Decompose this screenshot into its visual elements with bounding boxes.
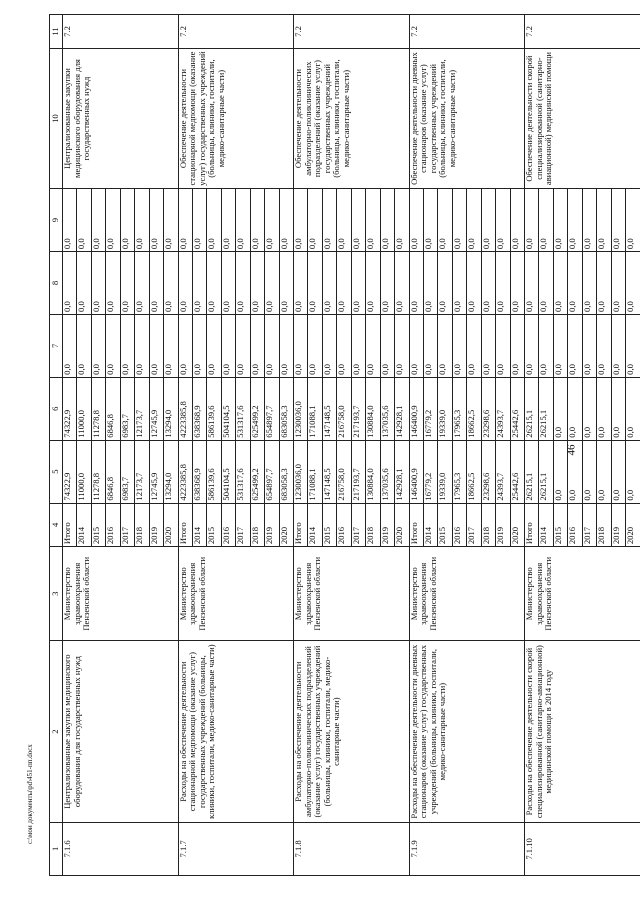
amount-cell: 0,0: [452, 252, 466, 315]
amount-cell: 0,0: [221, 189, 235, 252]
file-path-footer: c:\мои документы\pd\451-пп.docx: [26, 744, 34, 844]
amount-cell: 24393,7: [496, 440, 510, 503]
amount-cell: 0,0: [207, 189, 221, 252]
year-cell: 2015: [207, 503, 221, 547]
year-cell: Итого: [525, 503, 539, 547]
year-cell: 2020: [279, 503, 293, 547]
year-cell: 2017: [582, 503, 596, 547]
amount-cell: 0,0: [308, 314, 322, 377]
amount-cell: 11000,0: [77, 440, 91, 503]
year-cell: 2019: [611, 503, 625, 547]
amount-cell: 0,0: [380, 189, 394, 252]
amount-cell: 0,0: [279, 189, 293, 252]
year-cell: 2019: [265, 503, 279, 547]
amount-cell: 0,0: [149, 314, 163, 377]
amount-cell: 0,0: [423, 252, 437, 315]
amount-cell: 625499,2: [250, 440, 264, 503]
amount-cell: 0,0: [568, 252, 582, 315]
amount-cell: 0,0: [351, 252, 365, 315]
year-cell: 2018: [597, 503, 611, 547]
amount-cell: 683058,3: [279, 377, 293, 440]
activity-name: Расходы на обеспечение деятельности стационарной медпомощи (оказание услуг) государственных учреждений (больницы, клиники, госпитали, медико-санитарные части): [178, 641, 294, 822]
amount-cell: 0,0: [481, 252, 495, 315]
amount-cell: 0,0: [236, 189, 250, 252]
activity-name: Централизованные закупки медицинского оборудования для государственных нужд: [63, 641, 179, 822]
amount-cell: 6846,8: [106, 377, 120, 440]
page-number: 46: [565, 444, 578, 456]
amount-cell: 0,0: [553, 189, 567, 252]
activity-code: 7.1.7: [178, 822, 294, 875]
activity-code: 7.1.8: [294, 822, 410, 875]
amount-cell: 0,0: [496, 314, 510, 377]
amount-cell: 0,0: [366, 189, 380, 252]
year-cell: 2017: [236, 503, 250, 547]
amount-cell: 0,0: [380, 252, 394, 315]
amount-cell: 12745,9: [149, 440, 163, 503]
amount-cell: 18662,5: [467, 440, 481, 503]
amount-cell: 0,0: [626, 377, 640, 440]
activity-code: 7.1.6: [63, 822, 179, 875]
year-cell: 2020: [626, 503, 640, 547]
program-activities-table: [49, 14, 640, 876]
amount-cell: 0,0: [178, 314, 192, 377]
amount-cell: 0,0: [91, 189, 105, 252]
amount-cell: 0,0: [106, 189, 120, 252]
table-row: [525, 15, 539, 876]
activity-name: Расходы на обеспечение деятельности дневных стационаров (оказание услуг) государственных учреждений (больницы, клиники, госпитали, медико-санитарные части): [409, 641, 525, 822]
year-cell: 2014: [423, 503, 437, 547]
amount-cell: 0,0: [322, 252, 336, 315]
amount-cell: 6983,7: [120, 440, 134, 503]
amount-cell: 0,0: [597, 189, 611, 252]
column-header-9: 9: [50, 189, 63, 252]
amount-cell: 0,0: [611, 440, 625, 503]
table-row: [294, 15, 308, 876]
amount-cell: 0,0: [597, 252, 611, 315]
amount-cell: 137035,6: [380, 440, 394, 503]
amount-cell: 130884,0: [366, 440, 380, 503]
amount-cell: 217193,7: [351, 377, 365, 440]
amount-cell: 0,0: [250, 314, 264, 377]
amount-cell: 531317,6: [236, 440, 250, 503]
amount-cell: 0,0: [510, 314, 524, 377]
amount-cell: 146400,9: [409, 440, 423, 503]
amount-cell: 0,0: [192, 189, 206, 252]
amount-cell: 130884,0: [366, 377, 380, 440]
amount-cell: 683058,3: [279, 440, 293, 503]
expected-result: Обеспечение деятельности скорой специализированной (санитарно-авиационной) медицинской помощи: [525, 48, 640, 188]
amount-cell: 12173,7: [135, 377, 149, 440]
amount-cell: 0,0: [597, 314, 611, 377]
amount-cell: 74322,9: [63, 377, 77, 440]
year-cell: 2018: [250, 503, 264, 547]
amount-cell: 0,0: [337, 314, 351, 377]
column-header-11: 11: [50, 15, 63, 49]
amount-cell: 0,0: [611, 189, 625, 252]
activity-code: 7.1.9: [409, 822, 525, 875]
year-cell: 2018: [135, 503, 149, 547]
indicator-number: 7.2: [178, 15, 294, 49]
amount-cell: 0,0: [149, 189, 163, 252]
amount-cell: 0,0: [265, 252, 279, 315]
amount-cell: 146400,9: [409, 377, 423, 440]
amount-cell: 654897,7: [265, 377, 279, 440]
amount-cell: 4223385,8: [178, 377, 192, 440]
amount-cell: 74322,9: [63, 440, 77, 503]
amount-cell: 4223385,8: [178, 440, 192, 503]
amount-cell: 147148,5: [322, 377, 336, 440]
activity-name: Расходы на обеспечение деятельности амбулаторно-поликлинических подразделений (оказание услуг) государственных учреждений (больницы, клиники, госпитали, медико-санитарные части): [294, 641, 410, 822]
amount-cell: 504104,5: [221, 377, 235, 440]
table-row: [409, 15, 423, 876]
amount-cell: 0,0: [525, 252, 539, 315]
amount-cell: 504104,5: [221, 440, 235, 503]
amount-cell: 0,0: [77, 252, 91, 315]
amount-cell: 0,0: [178, 189, 192, 252]
year-cell: 2016: [106, 503, 120, 547]
amount-cell: 0,0: [539, 252, 553, 315]
amount-cell: 586139,6: [207, 377, 221, 440]
year-cell: 2015: [91, 503, 105, 547]
amount-cell: 0,0: [63, 252, 77, 315]
year-cell: 2019: [380, 503, 394, 547]
amount-cell: 0,0: [164, 189, 178, 252]
column-header-2: 2: [50, 641, 63, 822]
amount-cell: 13294,0: [164, 440, 178, 503]
amount-cell: 0,0: [207, 314, 221, 377]
year-cell: 2016: [337, 503, 351, 547]
amount-cell: 0,0: [192, 314, 206, 377]
amount-cell: 147148,5: [322, 440, 336, 503]
amount-cell: 1230036,0: [294, 377, 308, 440]
amount-cell: 0,0: [467, 314, 481, 377]
amount-cell: 0,0: [279, 314, 293, 377]
amount-cell: 0,0: [120, 189, 134, 252]
amount-cell: 0,0: [611, 377, 625, 440]
amount-cell: 0,0: [626, 314, 640, 377]
amount-cell: 0,0: [149, 252, 163, 315]
amount-cell: 216758,0: [337, 377, 351, 440]
amount-cell: 18662,5: [467, 377, 481, 440]
year-cell: 2020: [510, 503, 524, 547]
amount-cell: 0,0: [452, 189, 466, 252]
year-cell: 2014: [308, 503, 322, 547]
expected-result: Централизованные закупки медицинского оборудования для государственных нужд: [63, 48, 179, 188]
column-header-10: 10: [50, 48, 63, 188]
amount-cell: 0,0: [553, 440, 567, 503]
year-cell: 2017: [467, 503, 481, 547]
executor-name: Министерство здравоохранения Пензенской области: [294, 547, 410, 641]
year-cell: Итого: [409, 503, 423, 547]
amount-cell: 625499,2: [250, 377, 264, 440]
amount-cell: 0,0: [192, 252, 206, 315]
amount-cell: 0,0: [496, 252, 510, 315]
amount-cell: 0,0: [366, 252, 380, 315]
year-cell: 2019: [496, 503, 510, 547]
amount-cell: 16779,2: [423, 440, 437, 503]
amount-cell: 0,0: [582, 314, 596, 377]
amount-cell: 1230036,0: [294, 440, 308, 503]
amount-cell: 0,0: [91, 314, 105, 377]
amount-cell: 0,0: [178, 252, 192, 315]
amount-cell: 0,0: [568, 189, 582, 252]
executor-name: Министерство здравоохранения Пензенской области: [63, 547, 179, 641]
amount-cell: 0,0: [294, 189, 308, 252]
executor-name: Министерство здравоохранения Пензенской области: [409, 547, 525, 641]
activity-code: 7.1.10: [525, 822, 640, 875]
table-row: [178, 15, 192, 876]
amount-cell: 17965,3: [452, 440, 466, 503]
amount-cell: 0,0: [395, 189, 409, 252]
amount-cell: 0,0: [611, 252, 625, 315]
amount-cell: 0,0: [409, 189, 423, 252]
amount-cell: 0,0: [568, 440, 582, 503]
amount-cell: 11278,8: [91, 440, 105, 503]
amount-cell: 23298,6: [481, 440, 495, 503]
column-header-1: 1: [50, 822, 63, 875]
amount-cell: 6983,7: [120, 377, 134, 440]
amount-cell: 0,0: [294, 314, 308, 377]
amount-cell: 0,0: [250, 252, 264, 315]
amount-cell: 16779,2: [423, 377, 437, 440]
amount-cell: 0,0: [568, 314, 582, 377]
amount-cell: 26215,1: [539, 440, 553, 503]
amount-cell: 0,0: [395, 252, 409, 315]
amount-cell: 12745,9: [149, 377, 163, 440]
year-cell: 2016: [452, 503, 466, 547]
amount-cell: 171088,1: [308, 377, 322, 440]
amount-cell: 25442,6: [510, 377, 524, 440]
amount-cell: 0,0: [164, 252, 178, 315]
year-cell: 2016: [568, 503, 582, 547]
amount-cell: 0,0: [265, 314, 279, 377]
year-cell: 2016: [221, 503, 235, 547]
column-header-4: 4: [50, 503, 63, 547]
table-row: [63, 15, 77, 876]
amount-cell: 0,0: [597, 440, 611, 503]
amount-cell: 0,0: [496, 189, 510, 252]
amount-cell: 0,0: [452, 314, 466, 377]
activity-name: Расходы на обеспечение деятельности скорой специализированной (санитарно-авиационной) медицинской помощи в 2014 году: [525, 641, 640, 822]
amount-cell: 0,0: [337, 252, 351, 315]
amount-cell: 0,0: [438, 314, 452, 377]
year-cell: Итого: [294, 503, 308, 547]
amount-cell: 0,0: [77, 314, 91, 377]
year-cell: 2017: [351, 503, 365, 547]
column-header-3: 3: [50, 547, 63, 641]
amount-cell: 0,0: [582, 377, 596, 440]
amount-cell: 0,0: [77, 189, 91, 252]
amount-cell: 26215,1: [525, 440, 539, 503]
column-header-6: 6: [50, 377, 63, 440]
amount-cell: 0,0: [423, 189, 437, 252]
amount-cell: 0,0: [106, 314, 120, 377]
year-cell: 2015: [553, 503, 567, 547]
amount-cell: 0,0: [438, 252, 452, 315]
year-cell: 2020: [395, 503, 409, 547]
amount-cell: 0,0: [63, 189, 77, 252]
amount-cell: 0,0: [366, 314, 380, 377]
amount-cell: 11278,8: [91, 377, 105, 440]
amount-cell: 0,0: [626, 189, 640, 252]
amount-cell: 0,0: [611, 314, 625, 377]
amount-cell: 0,0: [120, 252, 134, 315]
amount-cell: 17965,3: [452, 377, 466, 440]
table-body: [63, 15, 640, 876]
amount-cell: 0,0: [510, 252, 524, 315]
executor-name: Министерство здравоохранения Пензенской области: [178, 547, 294, 641]
amount-cell: 0,0: [106, 252, 120, 315]
amount-cell: 0,0: [582, 189, 596, 252]
indicator-number: 7.2: [409, 15, 525, 49]
amount-cell: 0,0: [351, 314, 365, 377]
year-cell: 2014: [192, 503, 206, 547]
amount-cell: 0,0: [322, 314, 336, 377]
amount-cell: 0,0: [597, 377, 611, 440]
year-cell: 2014: [539, 503, 553, 547]
year-cell: 2018: [481, 503, 495, 547]
amount-cell: 0,0: [409, 314, 423, 377]
expected-result: Обеспечение деятельности дневных стационаров (оказание услуг) государственных учреждений (больницы, клиники, госпитали, медико-санитарные части): [409, 48, 525, 188]
amount-cell: 0,0: [250, 189, 264, 252]
amount-cell: 0,0: [135, 252, 149, 315]
amount-cell: 0,0: [553, 314, 567, 377]
amount-cell: 0,0: [164, 314, 178, 377]
year-cell: 2019: [149, 503, 163, 547]
amount-cell: 0,0: [265, 189, 279, 252]
amount-cell: 19339,0: [438, 440, 452, 503]
amount-cell: 6846,8: [106, 440, 120, 503]
amount-cell: 0,0: [294, 252, 308, 315]
column-header-5: 5: [50, 440, 63, 503]
column-number-row: [50, 15, 63, 876]
amount-cell: 23298,6: [481, 377, 495, 440]
amount-cell: 0,0: [553, 252, 567, 315]
amount-cell: 0,0: [308, 252, 322, 315]
column-header-8: 8: [50, 252, 63, 315]
year-cell: 2020: [164, 503, 178, 547]
amount-cell: 0,0: [207, 252, 221, 315]
amount-cell: 19339,0: [438, 377, 452, 440]
amount-cell: 0,0: [525, 189, 539, 252]
amount-cell: 586139,6: [207, 440, 221, 503]
year-cell: 2018: [366, 503, 380, 547]
amount-cell: 0,0: [236, 314, 250, 377]
amount-cell: 0,0: [135, 314, 149, 377]
amount-cell: 0,0: [525, 314, 539, 377]
amount-cell: 171088,1: [308, 440, 322, 503]
amount-cell: 0,0: [380, 314, 394, 377]
amount-cell: 0,0: [539, 314, 553, 377]
indicator-number: 7.2: [525, 15, 640, 49]
amount-cell: 0,0: [308, 189, 322, 252]
year-cell: 2017: [120, 503, 134, 547]
amount-cell: 0,0: [236, 252, 250, 315]
amount-cell: 0,0: [481, 189, 495, 252]
indicator-number: 7.2: [63, 15, 179, 49]
amount-cell: 0,0: [481, 314, 495, 377]
amount-cell: 531317,6: [236, 377, 250, 440]
amount-cell: 0,0: [279, 252, 293, 315]
amount-cell: 0,0: [467, 189, 481, 252]
year-cell: 2015: [322, 503, 336, 547]
amount-cell: 0,0: [351, 189, 365, 252]
amount-cell: 0,0: [510, 189, 524, 252]
amount-cell: 0,0: [467, 252, 481, 315]
amount-cell: 217193,7: [351, 440, 365, 503]
amount-cell: 0,0: [135, 189, 149, 252]
amount-cell: 0,0: [423, 314, 437, 377]
year-cell: 2014: [77, 503, 91, 547]
amount-cell: 26215,1: [525, 377, 539, 440]
expected-result: Обеспечение деятельности амбулаторно-поликлинических подразделений (оказание услуг) государственных учреждений (больницы, клиники, госпитали, медико-санитарные части): [294, 48, 410, 188]
amount-cell: 0,0: [120, 314, 134, 377]
amount-cell: 654897,7: [265, 440, 279, 503]
year-cell: 2015: [438, 503, 452, 547]
column-header-7: 7: [50, 314, 63, 377]
amount-cell: 0,0: [582, 440, 596, 503]
amount-cell: 0,0: [63, 314, 77, 377]
amount-cell: 0,0: [337, 189, 351, 252]
amount-cell: 0,0: [539, 189, 553, 252]
amount-cell: 142928,1: [395, 440, 409, 503]
amount-cell: 0,0: [438, 189, 452, 252]
year-cell: Итого: [178, 503, 192, 547]
amount-cell: 0,0: [221, 252, 235, 315]
amount-cell: 25442,6: [510, 440, 524, 503]
amount-cell: 26215,1: [539, 377, 553, 440]
amount-cell: 0,0: [626, 440, 640, 503]
expected-result: Обеспечение деятельности стационарной медпомощи (оказание услуг) государственных учреждений (больницы, клиники, госпитали, медико-санитарные части): [178, 48, 294, 188]
rotated-table-frame: [49, 14, 640, 876]
indicator-number: 7.2: [294, 15, 410, 49]
amount-cell: 0,0: [553, 377, 567, 440]
amount-cell: 142928,1: [395, 377, 409, 440]
amount-cell: 0,0: [221, 314, 235, 377]
amount-cell: 216758,0: [337, 440, 351, 503]
amount-cell: 0,0: [91, 252, 105, 315]
amount-cell: 638368,9: [192, 440, 206, 503]
amount-cell: 0,0: [626, 252, 640, 315]
amount-cell: 13294,0: [164, 377, 178, 440]
amount-cell: 0,0: [568, 377, 582, 440]
amount-cell: 0,0: [322, 189, 336, 252]
amount-cell: 24393,7: [496, 377, 510, 440]
amount-cell: 0,0: [409, 252, 423, 315]
amount-cell: 12173,7: [135, 440, 149, 503]
amount-cell: 11000,0: [77, 377, 91, 440]
amount-cell: 0,0: [395, 314, 409, 377]
amount-cell: 638368,9: [192, 377, 206, 440]
amount-cell: 137035,6: [380, 377, 394, 440]
executor-name: Министерство здравоохранения Пензенской области: [525, 547, 640, 641]
year-cell: Итого: [63, 503, 77, 547]
amount-cell: 0,0: [582, 252, 596, 315]
